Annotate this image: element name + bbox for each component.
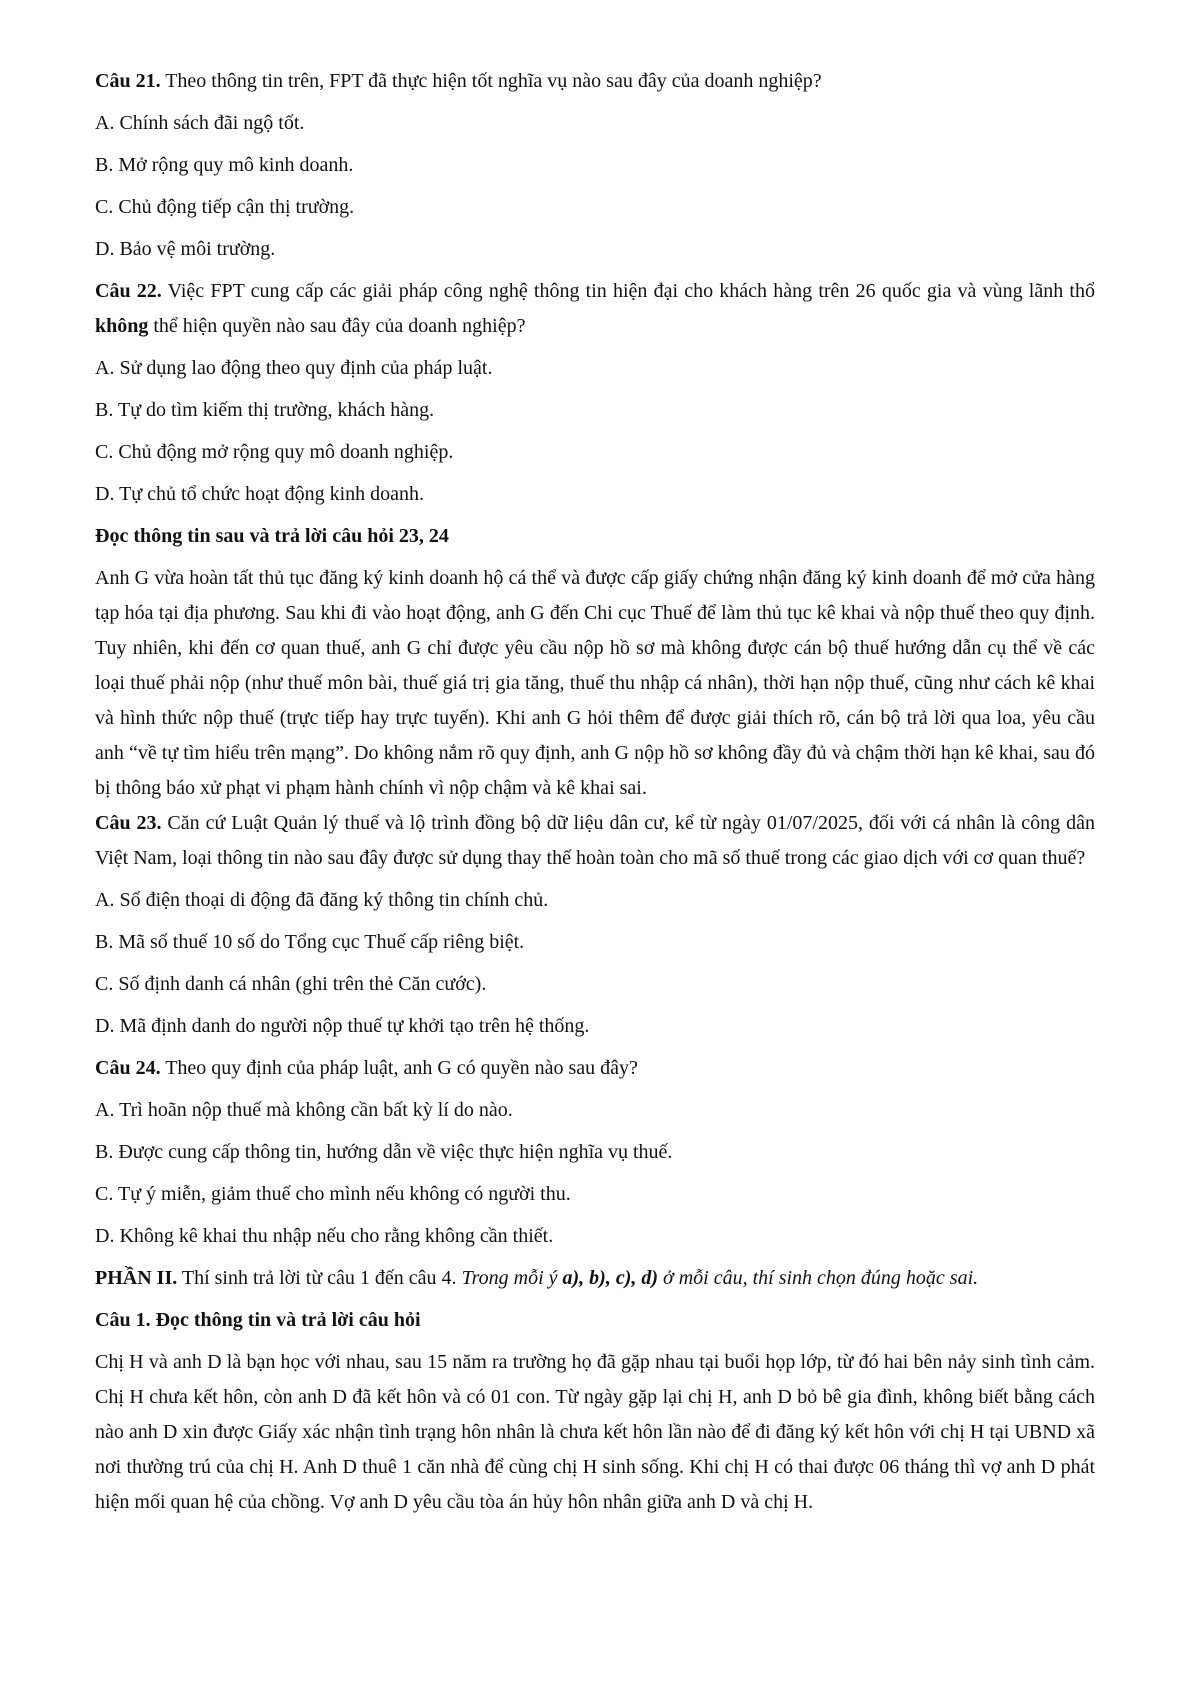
question-22	[95, 274, 1095, 344]
question-21-text: Theo thông tin trên, FPT đã thực hiện tốt nghĩa vụ nào sau đây của doanh nghiệp?	[160, 70, 822, 92]
part-2-options: a), b), c), d)	[562, 1267, 659, 1289]
question-24-text: Theo quy định của pháp luật, anh G có quyền nào sau đây?	[160, 1057, 638, 1079]
question-22-text-after: thể hiện quyền nào sau đây của doanh nghiệp?	[148, 315, 526, 337]
question-23-option-b: B. Mã số thuế 10 số do Tổng cục Thuế cấp riêng biệt.	[95, 931, 525, 953]
question-22-emphasis: không	[95, 315, 149, 337]
question-22-text-before: Việc FPT cung cấp các giải pháp công nghệ thông tin hiện đại cho khách hàng trên 26 quốc gia và vùng lãnh thổ	[161, 280, 1095, 302]
question-24-option-b: B. Được cung cấp thông tin, hướng dẫn về việc thực hiện nghĩa vụ thuế.	[95, 1141, 673, 1163]
part-2-instructions	[95, 1261, 1095, 1296]
part-2-text: Thí sinh trả lời từ câu 1 đến câu 4.	[177, 1267, 462, 1289]
part-2-label: PHẦN II.	[95, 1267, 178, 1289]
question-21-option-d: D. Bảo vệ môi trường.	[95, 238, 276, 260]
question-24-option-d: D. Không kê khai thu nhập nếu cho rằng không cần thiết.	[95, 1225, 554, 1247]
reading-heading: Đọc thông tin sau và trả lời câu hỏi 23, 24	[95, 525, 449, 547]
part-2-question-1-passage: Chị H và anh D là bạn học với nhau, sau 15 năm ra trường họ đã gặp nhau tại buổi họp lớp, từ đó hai bên nảy sinh tình cảm. Chị H chưa kết hôn, còn anh D đã kết hôn và có 01 con. Từ ngày gặp lại chị H, anh D bỏ bê gia đình, không biết bằng cách nào anh D xin được Giấy xác nhận tình trạng hôn nhân là chưa kết hôn lần nào để đi đăng ký kết hôn với chị H tại UBND xã nơi thường trú của chị H. Anh D thuê 1 căn nhà để cùng chị H sinh sống. Khi chị H có thai được 06 tháng thì vợ anh D phát hiện mối quan hệ của chồng. Vợ anh D yêu cầu tòa án hủy hôn nhân giữa anh D và chị H.	[95, 1351, 1095, 1513]
question-23-option-c: C. Số định danh cá nhân (ghi trên thẻ Căn cước).	[95, 973, 487, 995]
question-23-text: Căn cứ Luật Quản lý thuế và lộ trình đồng bộ dữ liệu dân cư, kể từ ngày 01/07/2025, đối với cá nhân là công dân Việt Nam, loại thông tin nào sau đây được sử dụng thay thế hoàn toàn cho mã số thuế trong các giao dịch với cơ quan thuế?	[95, 812, 1095, 869]
part-2-italic-1: Trong mỗi ý	[461, 1267, 563, 1289]
question-24-option-a: A. Trì hoãn nộp thuế mà không cần bất kỳ lí do nào.	[95, 1099, 513, 1121]
question-23-label: Câu 23.	[95, 812, 162, 834]
question-24	[95, 1051, 1095, 1086]
question-22-label: Câu 22.	[95, 280, 162, 302]
question-21-label: Câu 21.	[95, 70, 161, 92]
question-21-option-b: B. Mở rộng quy mô kinh doanh.	[95, 154, 354, 176]
question-23	[95, 806, 1095, 876]
question-21	[95, 64, 1095, 99]
exam-page	[95, 64, 1095, 1520]
question-22-option-c: C. Chủ động mở rộng quy mô doanh nghiệp.	[95, 441, 454, 463]
question-21-option-c: C. Chủ động tiếp cận thị trường.	[95, 196, 355, 218]
question-23-option-d: D. Mã định danh do người nộp thuế tự khởi tạo trên hệ thống.	[95, 1015, 590, 1037]
question-22-option-a: A. Sử dụng lao động theo quy định của pháp luật.	[95, 357, 493, 379]
question-21-option-a: A. Chính sách đãi ngộ tốt.	[95, 112, 305, 134]
part-2-question-1-heading: Câu 1. Đọc thông tin và trả lời câu hỏi	[95, 1309, 421, 1331]
question-23-option-a: A. Số điện thoại di động đã đăng ký thông tin chính chủ.	[95, 889, 549, 911]
question-24-option-c: C. Tự ý miễn, giảm thuế cho mình nếu không có người thu.	[95, 1183, 571, 1205]
reading-passage: Anh G vừa hoàn tất thủ tục đăng ký kinh doanh hộ cá thể và được cấp giấy chứng nhận đăng ký kinh doanh để mở cửa hàng tạp hóa tại địa phương. Sau khi đi vào hoạt động, anh G đến Chi cục Thuế để làm thủ tục kê khai và nộp thuế theo quy định. Tuy nhiên, khi đến cơ quan thuế, anh G chỉ được yêu cầu nộp hồ sơ mà không được cán bộ thuế hướng dẫn cụ thể về các loại thuế phải nộp (như thuế môn bài, thuế giá trị gia tăng, thuế thu nhập cá nhân), thời hạn nộp thuế, cũng như cách kê khai và hình thức nộp thuế (trực tiếp hay trực tuyến). Khi anh G hỏi thêm để được giải thích rõ, cán bộ trả lời qua loa, yêu cầu anh “về tự tìm hiểu trên mạng”. Do không nắm rõ quy định, anh G nộp hồ sơ không đầy đủ và chậm thời hạn kê khai, sau đó bị thông báo xử phạt vi phạm hành chính vì nộp chậm và kê khai sai.	[95, 567, 1095, 799]
question-22-option-b: B. Tự do tìm kiếm thị trường, khách hàng.	[95, 399, 435, 421]
question-24-label: Câu 24.	[95, 1057, 161, 1079]
question-22-option-d: D. Tự chủ tổ chức hoạt động kinh doanh.	[95, 483, 425, 505]
part-2-italic-2: ở mỗi câu, thí sinh chọn đúng hoặc sai.	[658, 1267, 979, 1289]
